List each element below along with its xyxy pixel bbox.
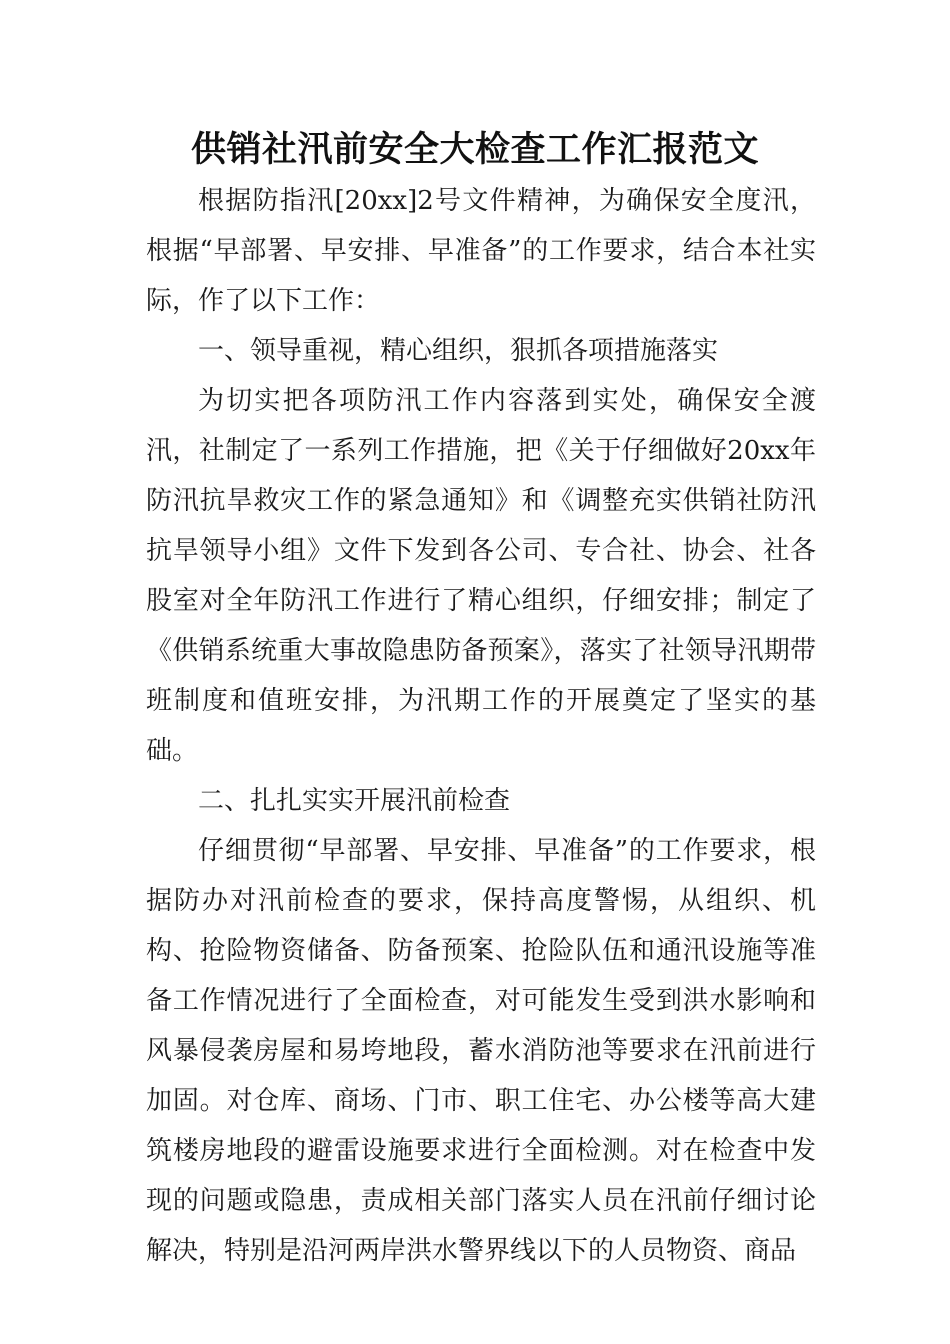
paragraph-section-1: 为切实把各项防汛工作内容落到实处，确保安全渡汛，社制定了一系列工作措施，把《关于仔细做好20xx年防汛抗旱救灾工作的紧急通知》和《调整充实供销社防汛抗旱领导小组》文件下发到各公司、专合社、协会、社各股室对全年防汛工作进行了精心组织，仔细安排；制定了《供销系统重大事故隐患防备预案》，落实了社领导汛期带班制度和值班安排，为汛期工作的开展奠定了坚实的基础。 <box>146 386 816 766</box>
document-title: 供销社汛前安全大检查工作汇报范文 <box>190 130 759 170</box>
document-body <box>146 176 816 1276</box>
section-heading-1: 一、领导重视，精心组织，狠抓各项措施落实 <box>198 336 719 366</box>
section-heading-2: 二、扎扎实实开展汛前检查 <box>198 786 511 816</box>
paragraph-section-2: 仔细贯彻“早部署、早安排、早准备”的工作要求，根据防办对汛前检查的要求，保持高度警惕，从组织、机构、抢险物资储备、防备预案、抢险队伍和通汛设施等准备工作情况进行了全面检查，对可能发生受到洪水影响和风暴侵袭房屋和易垮地段，蓄水消防池等要求在汛前进行加固。对仓库、商场、门市、职工住宅、办公楼等高大建筑楼房地段的避雷设施要求进行全面检测。对在检查中发现的问题或隐患，责成相关部门落实人员在汛前仔细讨论解决，特别是沿河两岸洪水警界线以下的人员物资、商品 <box>146 836 816 1266</box>
paragraph-intro: 根据防指汛[20xx]2号文件精神，为确保安全度汛，根据“早部署、早安排、早准备”的工作要求，结合本社实际，作了以下工作： <box>146 186 816 316</box>
